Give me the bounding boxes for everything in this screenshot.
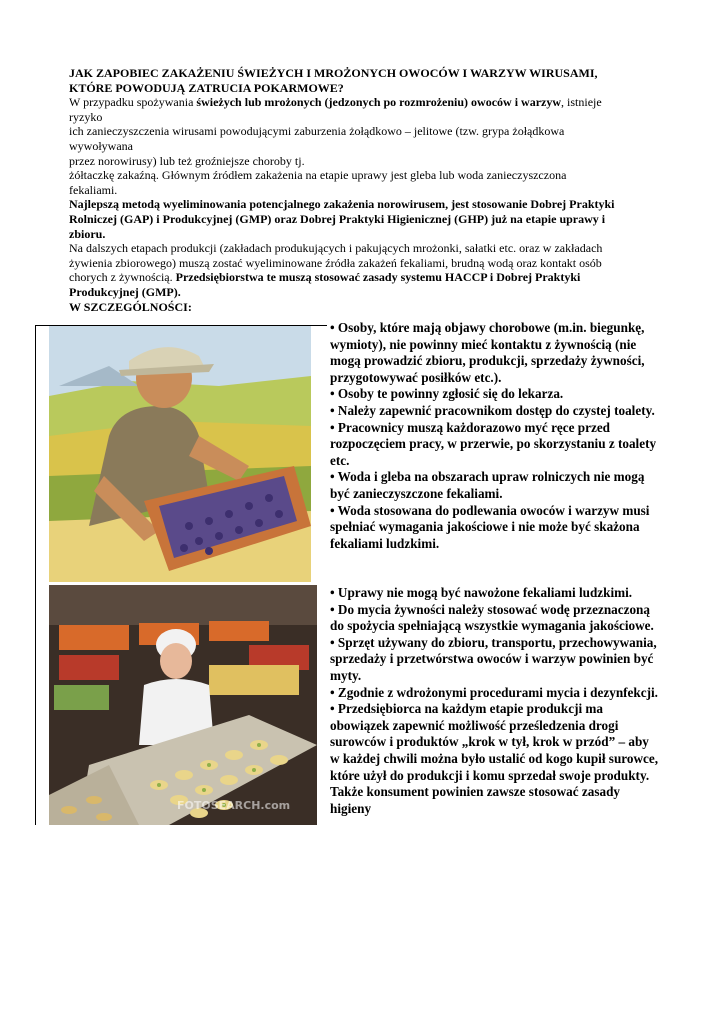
list-item-text: Sprzęt używany do zbioru, transportu, przechowywania, sprzedaży i przetwórstwa owoców i warzyw powinien być myty. <box>330 634 657 683</box>
bullet-list-top <box>330 320 660 552</box>
para1-line-5: przez norowirusy) lub też groźniejsze choroby tj. <box>69 153 305 168</box>
list-item-text: Pracownicy muszą każdorazowo myć ręce przed rozpoczęciem pracy, w przerwie, po skorzystaniu z toalety etc. <box>330 419 657 468</box>
list-item <box>330 320 660 386</box>
list-item-text: Zgodnie z wdrożonymi procedurami mycia i dezynfekcji. <box>334 684 658 700</box>
heading-line-1: JAK ZAPOBIEC ZAKAŻENIU ŚWIEŻYCH I MROŻONYCH OWOCÓW I WARZYW WIRUSAMI, <box>69 66 598 80</box>
intro-text <box>69 66 669 314</box>
list-item-text: Osoby te powinny zgłosić się do lekarza. <box>334 386 564 402</box>
list-item-text: Uprawy nie mogą być nawożone fekaliami ludzkimi. <box>334 585 633 600</box>
section-title: W SZCZEGÓLNOŚCI: <box>69 299 192 314</box>
list-item <box>330 602 660 635</box>
bullet-marker: • <box>330 386 335 402</box>
list-item <box>330 403 660 420</box>
para1-line-7: fekaliami. <box>69 182 118 197</box>
list-item <box>330 635 660 685</box>
para1-line-1 <box>69 95 669 110</box>
para2-line-2: Rolniczej (GAP) i Produkcyjnej (GMP) oraz Dobrej Praktyki Higienicznej (GHP) już na etapie uprawy i <box>69 211 606 226</box>
para1-text-bold: świeżych lub mrożonych (jedzonych po rozmrożeniu) owoców i warzyw <box>196 95 562 110</box>
list-item-text: Woda stosowana do podlewania owoców i warzyw musi spełniać wymagania jakościowe i nie może być skażona fekaliami ludzkimi. <box>330 502 650 551</box>
para3-text-a: chorych z żywnością. <box>69 270 176 285</box>
list-item-text: Woda i gleba na obszarach upraw rolniczych nie mogą być zanieczyszczone fekaliami. <box>330 469 645 501</box>
list-item <box>330 420 660 470</box>
bullet-marker: • <box>330 701 335 717</box>
para2-line-1: Najlepszą metodą wyeliminowania potencjalnego zakażenia norowirusem, jest stosowanie Dobrej Praktyki <box>69 197 615 212</box>
list-item <box>330 685 660 702</box>
para1-text-a: W przypadku spożywania <box>69 95 197 110</box>
bullet-marker: • <box>330 502 335 518</box>
para1-line-2: ryzyko <box>69 109 103 124</box>
para1-text-c: , istnieje <box>561 95 602 110</box>
bullet-marker: • <box>330 684 335 700</box>
bullet-marker: • <box>330 634 335 650</box>
bullet-marker: • <box>330 601 335 617</box>
list-item-text: Osoby, które mają objawy chorobowe (m.in. biegunkę, wymioty), nie powinny mieć kontaktu z żywnością (nie mogą prowadzić zbioru, produkcji, sprzedaży żywności, przygotowywać posiłków etc.). <box>330 320 645 385</box>
bullet-marker: • <box>330 419 335 435</box>
list-item <box>330 503 660 553</box>
para3-text-bold: Przedsiębiorstwa te muszą stosować zasady systemu HACCP i Dobrej Praktyki <box>175 270 581 285</box>
list-item-text: Należy zapewnić pracownikom dostęp do czystej toalety. <box>334 402 655 418</box>
para1-line-6: żółtaczkę zakaźną. Głównym źródłem zakażenia na etapie uprawy jest gleba lub woda zanieczyszczona <box>69 168 567 183</box>
para3-line-4: Produkcyjnej (GMP). <box>69 284 181 299</box>
list-item <box>330 701 660 784</box>
para1-line-4: wywoływana <box>69 138 133 153</box>
para3-line-2: żywienia zbiorowego) muszą zostać wyeliminowane źródła zakażeń fekaliami, brudną wodą oraz kontakt osób <box>69 255 602 270</box>
table-left-border <box>35 325 36 825</box>
list-item-text: Przedsiębiorca na każdym etapie produkcji ma obowiązek zapewnić możliwość prześledzenia drogi surowców i produktów „krok w tył, krok w przód” – aby w każdej chwili można było ustalić od kogo kupił surowce, które użył do produkcji i komu sprzedał swoje produkty. <box>330 701 659 783</box>
bullet-marker: • <box>330 320 335 335</box>
list-item <box>330 469 660 502</box>
para1-line-3: ich zanieczyszczenia wirusami powodującymi zaburzenia żołądkowo – jelitowe (tzw. grypa żołądkowa <box>69 124 565 139</box>
para3-line-3 <box>69 270 669 285</box>
list-item <box>330 386 660 403</box>
watermark: FOTOSEARCH.com <box>177 799 291 812</box>
para2-line-3: zbioru. <box>69 226 106 241</box>
farmer-illustration <box>49 326 311 582</box>
heading-line-2: KTÓRE POWODUJĄ ZATRUCIA POKARMOWE? <box>69 80 344 95</box>
list-item <box>330 585 660 602</box>
bullet-marker: • <box>330 585 335 600</box>
bullet-list-bottom <box>330 585 660 817</box>
bullet-marker: • <box>330 469 335 485</box>
list-item-text: Do mycia żywności należy stosować wodę przeznaczoną do spożycia spełniającą wszystkie wymagania jakościowe. <box>330 601 654 634</box>
para3-line-1: Na dalszych etapach produkcji (zakładach produkujących i pakujących mrożonki, sałatki etc. oraz w zakładach <box>69 241 603 256</box>
closing-text: Także konsument powinien zawsze stosować zasady higieny <box>330 784 621 816</box>
bullet-marker: • <box>330 402 335 418</box>
food-production-photo <box>49 585 317 825</box>
